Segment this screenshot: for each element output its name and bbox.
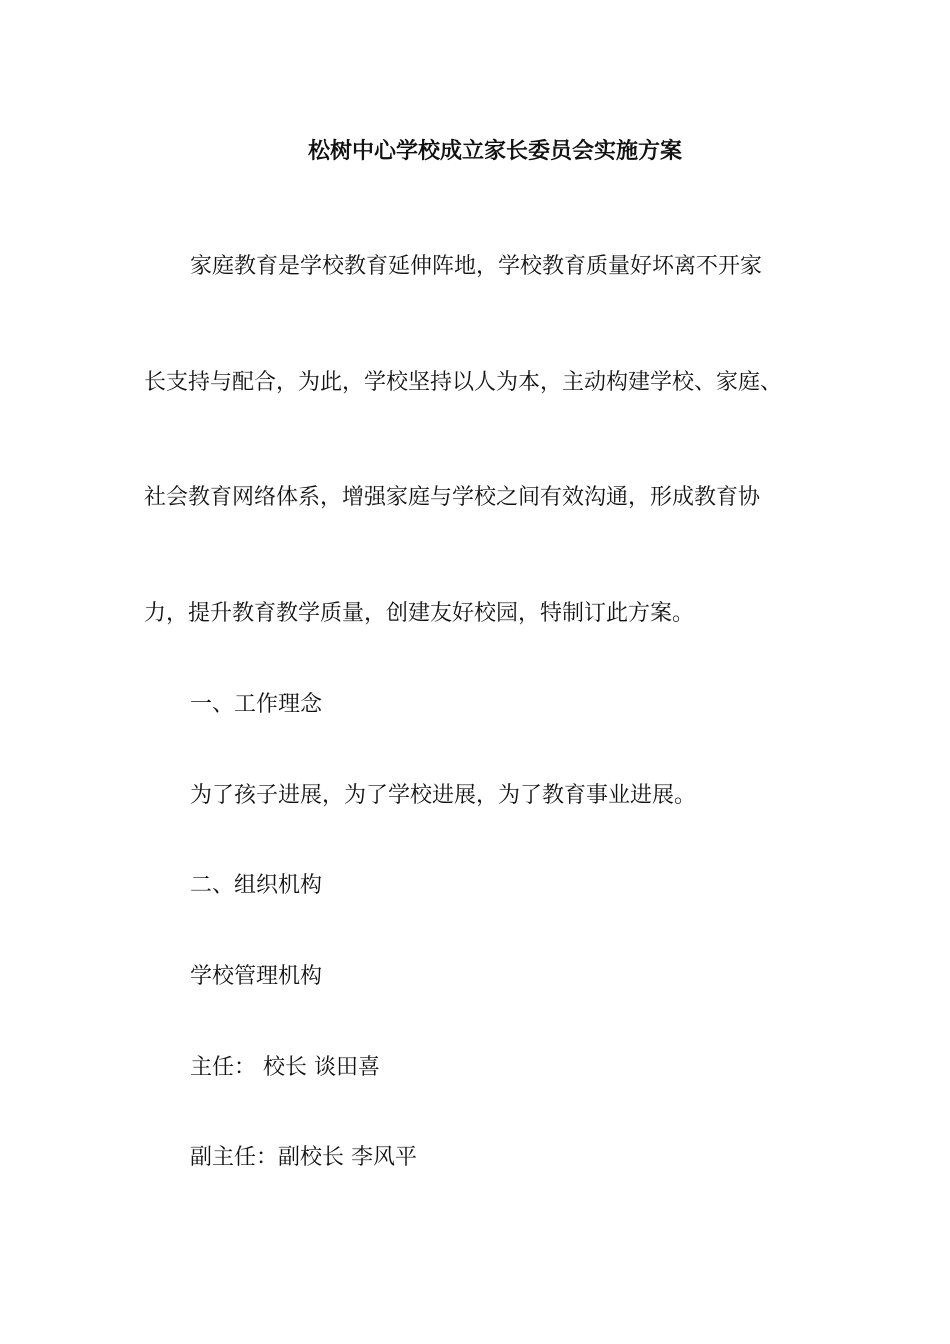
intro-line-2: 长支持与配合，为此，学校坚持以人为本，主动构建学校、家庭、 [144, 370, 783, 395]
intro-line-3: 社会教育网络体系，增强家庭与学校之间有效沟通，形成教育协 [144, 485, 761, 510]
deputy-director-line: 副主任：副校长 李风平 [190, 1145, 417, 1170]
document-title: 松树中心学校成立家长委员会实施方案 [307, 139, 682, 164]
intro-line-4: 力，提升教育教学质量，创建友好校园，特制订此方案。 [144, 601, 695, 626]
section-heading-work-philosophy: 一、工作理念 [190, 692, 323, 717]
school-management-label: 学校管理机构 [190, 964, 323, 989]
work-philosophy-text: 为了孩子进展，为了学校进展，为了教育事业进展。 [190, 783, 697, 808]
director-line: 主任： 校长 谈田喜 [190, 1055, 380, 1080]
intro-line-1: 家庭教育是学校教育延伸阵地，学校教育质量好坏离不开家 [190, 254, 763, 279]
section-heading-organization: 二、组织机构 [190, 873, 323, 898]
